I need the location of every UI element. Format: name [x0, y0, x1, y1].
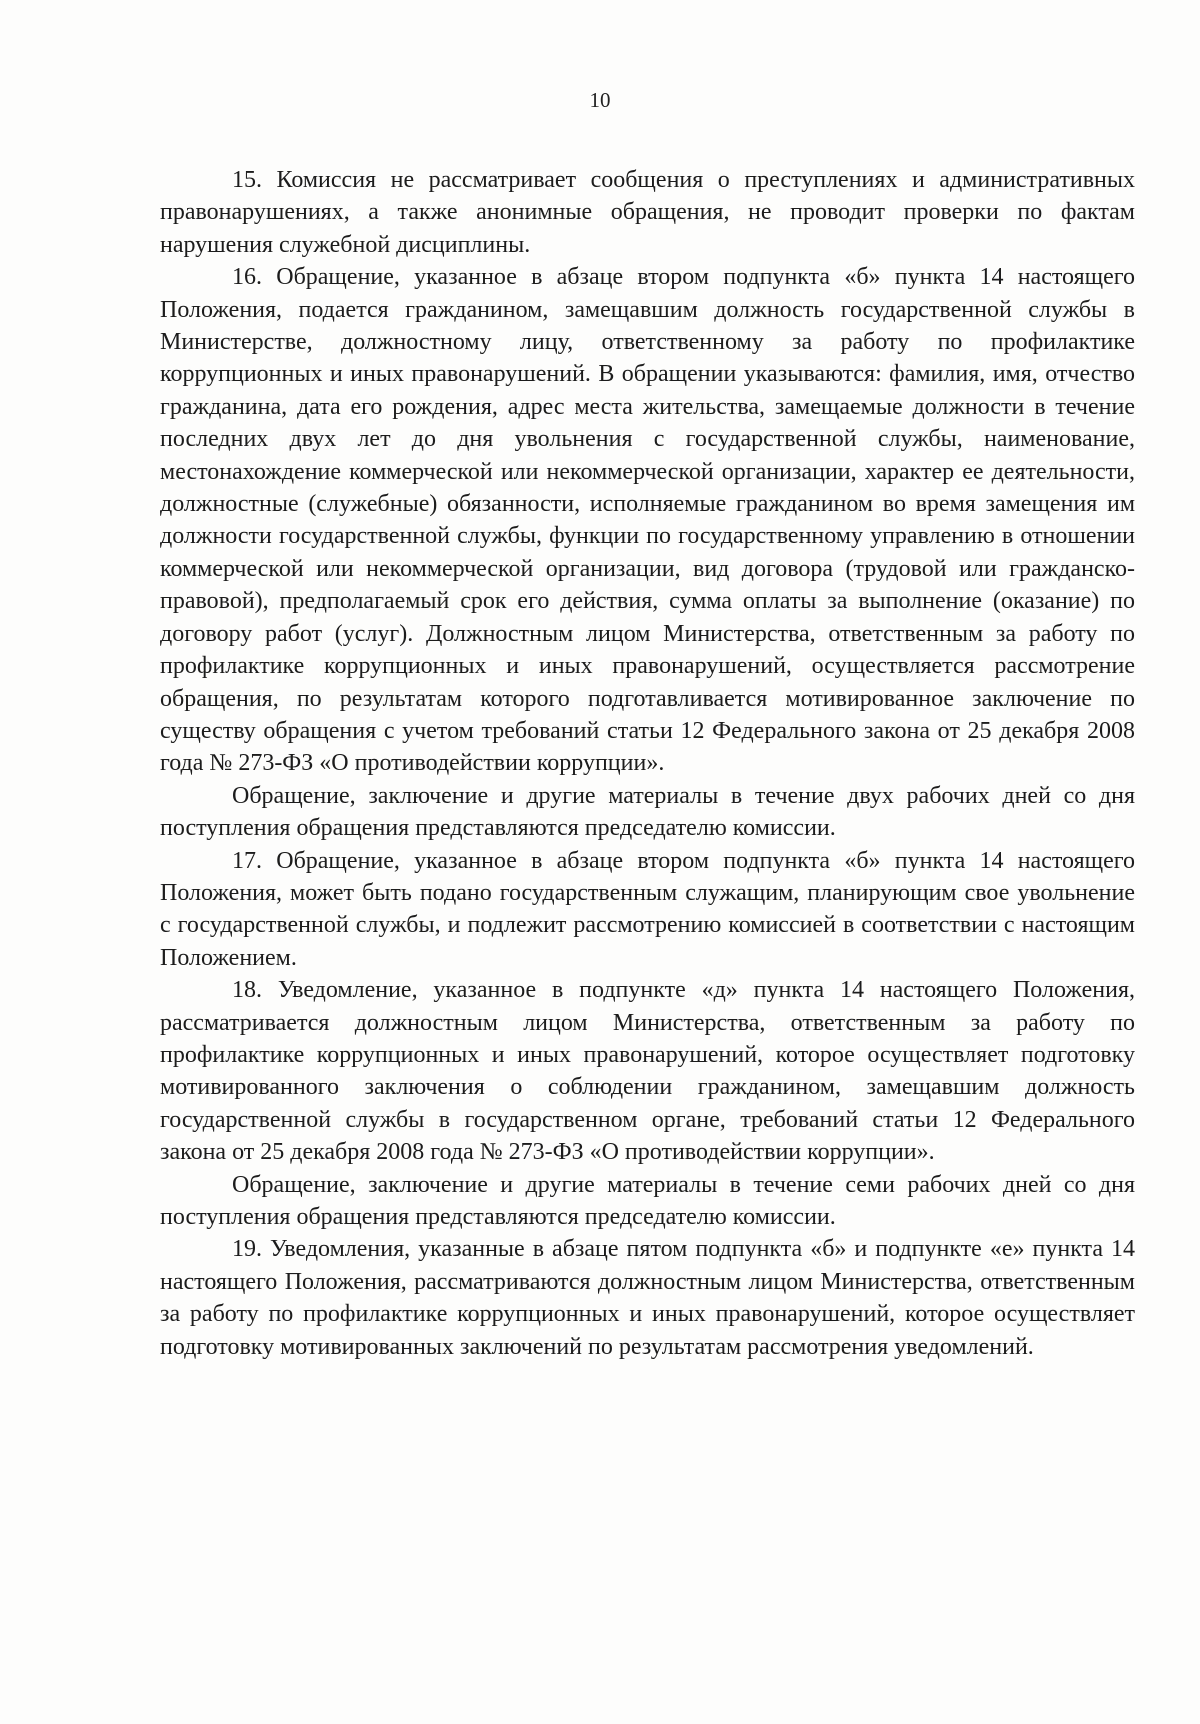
paragraph-15: 15. Комиссия не рассматривает сообщения о преступлениях и административных правонарушениях, а также анонимные обращения, не проводит проверки по фактам нарушения служебной дисциплины. — [160, 167, 1135, 258]
paragraph-19: 19. Уведомления, указанные в абзаце пятом подпункта «б» и подпункте «е» пункта 14 настоящего Положения, рассматриваются должностным лицом Министерства, ответственным за работу по профилактике коррупционных и иных правонарушений, которое осуществляет подготовку мотивированных заключений по результатам рассмотрения уведомлений. — [160, 1236, 1135, 1360]
paragraph-16-continuation: Обращение, заключение и другие материалы в течение двух рабочих дней со дня поступления обращения представляются председателю комиссии. — [160, 782, 1135, 842]
paragraph-18-continuation: Обращение, заключение и другие материалы в течение семи рабочих дней со дня поступления обращения представляются председателю комиссии. — [160, 1171, 1135, 1230]
paragraph-16: 16. Обращение, указанное в абзаце втором подпункта «б» пункта 14 настоящего Положения, подается гражданином, замещавшим должность государственной службы в Министерстве, должностному лицу, ответственному за работу по профилактике коррупционных и иных правонарушений. В обращении указываются: фамилия, имя, отчество гражданина, дата его рождения, адрес места жительства, замещаемые должности в течение последних двух лет до дня увольнения с государственной службы, наименование, местонахождение коммерческой или некоммерческой организации, характер ее деятельности, должностные (служебные) обязанности, исполняемые гражданином во время замещения им должности государственной службы, функции по государственному управлению в отношении коммерческой или некоммерческой организации, вид договора (трудовой или гражданско-правовой), предполагаемый срок его действия, сумма оплаты за выполнение (оказание) по договору работ (услуг). Должностным лицом Министерства, ответственным за работу по профилактике коррупционных и иных правонарушений, осуществляется рассмотрение обращения, по результатам которого подготавливается мотивированное заключение по существу обращения с учетом требований статьи 12 Федерального закона от 25 декабря 2008 года № 273-ФЗ «О противодействии коррупции». — [160, 264, 1135, 777]
page-number: 10 — [589, 88, 611, 112]
paragraph-17: 17. Обращение, указанное в абзаце втором подпункта «б» пункта 14 настоящего Положения, может быть подано государственным служащим, планирующим свое увольнение с государственной службы, и подлежит рассмотрению комиссией в соответствии с настоящим Положением. — [160, 847, 1135, 971]
document-body — [160, 164, 1135, 1363]
paragraph-18: 18. Уведомление, указанное в подпункте «д» пункта 14 настоящего Положения, рассматривается должностным лицом Министерства, ответственным за работу по профилактике коррупционных и иных правонарушений, которое осуществляет подготовку мотивированного заключения о соблюдении гражданином, замещавшим должность государственной службы в государственном органе, требований статьи 12 Федерального закона от 25 декабря 2008 года № 273-ФЗ «О противодействии коррупции». — [160, 977, 1135, 1166]
